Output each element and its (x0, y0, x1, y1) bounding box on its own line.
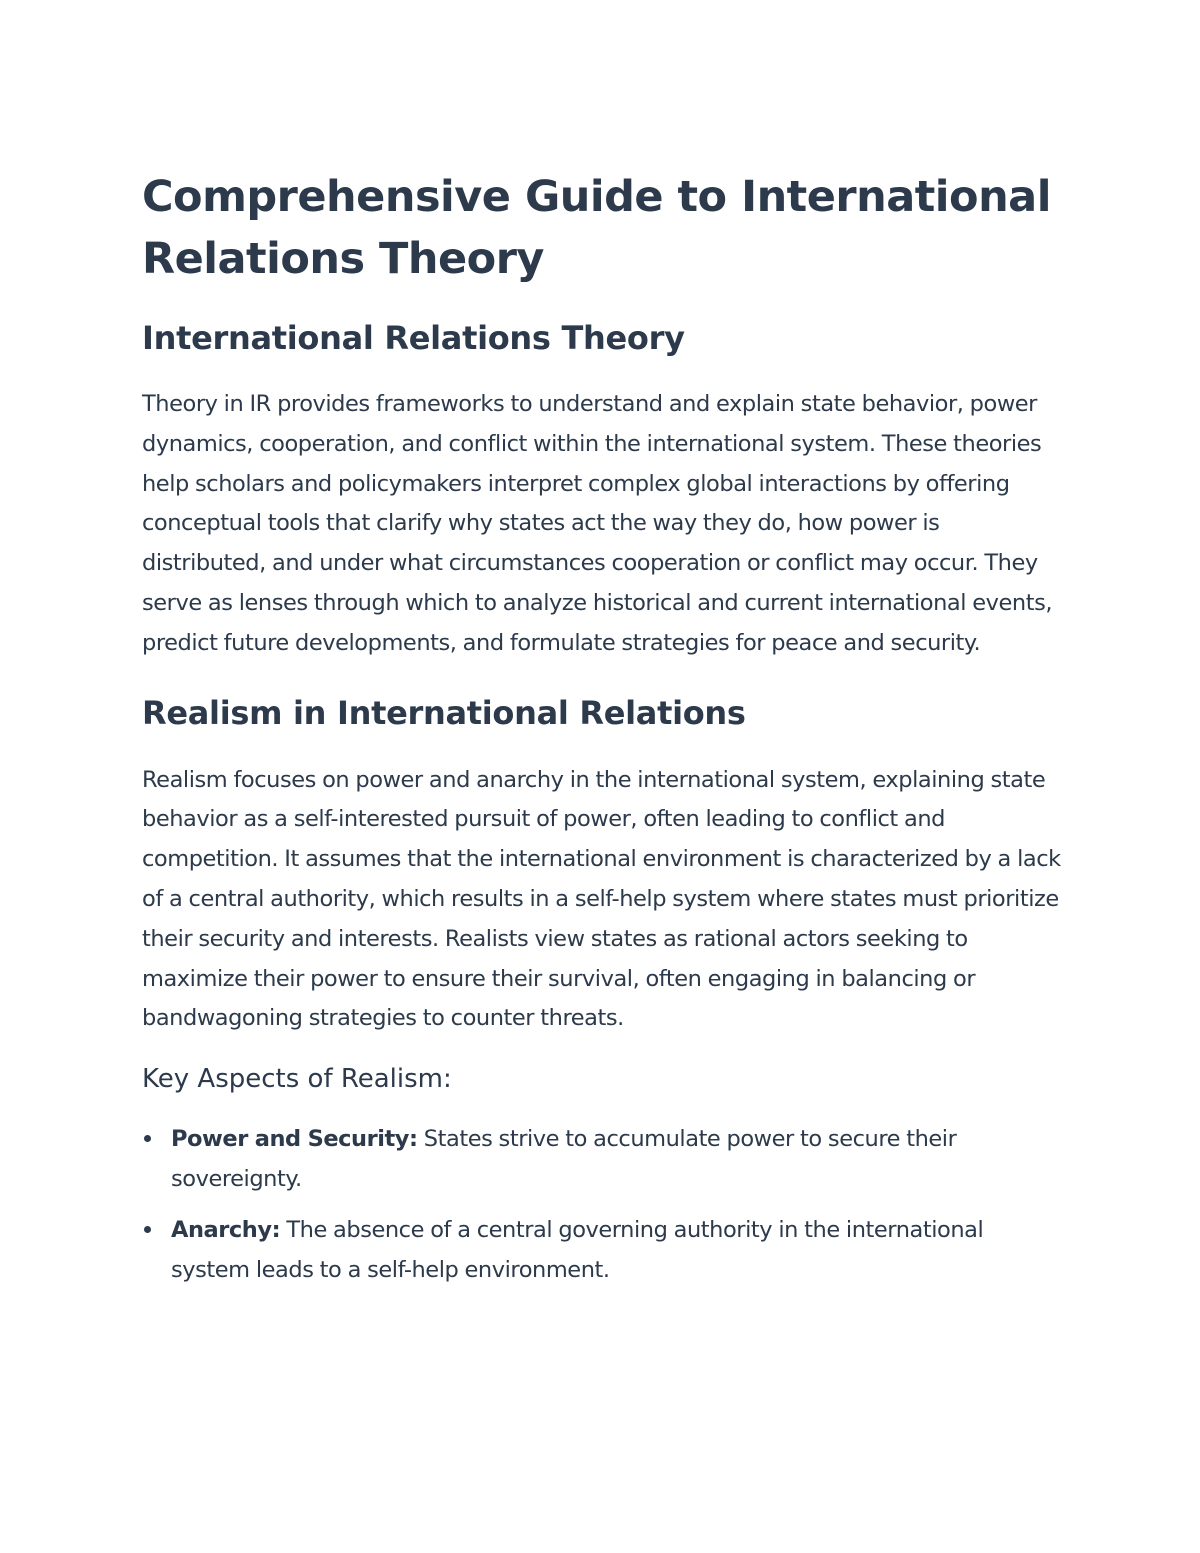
document-page (142, 166, 1067, 1301)
bullet-dot-icon (144, 1226, 151, 1233)
bullet-term: Anarchy: (171, 1217, 281, 1244)
bullet-text: The absence of a central governing authority in the international system leads to a self-help environment. (171, 1217, 984, 1284)
bullet-text: States strive to accumulate power to secure their sovereignty. (171, 1126, 957, 1193)
section-heading-ir-theory: International Relations Theory (142, 319, 685, 357)
subheading-key-aspects: Key Aspects of Realism: (142, 1064, 452, 1095)
document-title: Comprehensive Guide to International Relations Theory (142, 172, 1051, 284)
list-item (142, 1119, 1067, 1199)
bullet-dot-icon (144, 1135, 151, 1142)
paragraph-ir-theory: Theory in IR provides frameworks to understand and explain state behavior, power dynamics, cooperation, and conflict within the international system. These theories help scholars and policymakers interpret complex global interactions by offering conceptual tools that clarify why states act the way they do, how power is distributed, and under what circumstances cooperation or conflict may occur. They serve as lenses through which to analyze historical and current international events, predict future developments, and formulate strategies for peace and security. (142, 391, 1053, 656)
section-heading-realism: Realism in International Relations (142, 693, 746, 732)
paragraph-realism: Realism focuses on power and anarchy in the international system, explaining state behavior as a self-interested pursuit of power, often leading to conflict and competition. It assumes that the international environment is characterized by a lack of a central authority, which results in a self-help system where states must prioritize their security and interests. Realists view states as rational actors seeking to maximize their power to ensure their survival, often engaging in balancing or bandwagoning strategies to counter threats. (142, 766, 1061, 1032)
list-item (142, 1210, 1067, 1290)
key-aspects-list (142, 1119, 1067, 1290)
bullet-term: Power and Security: (171, 1126, 418, 1153)
